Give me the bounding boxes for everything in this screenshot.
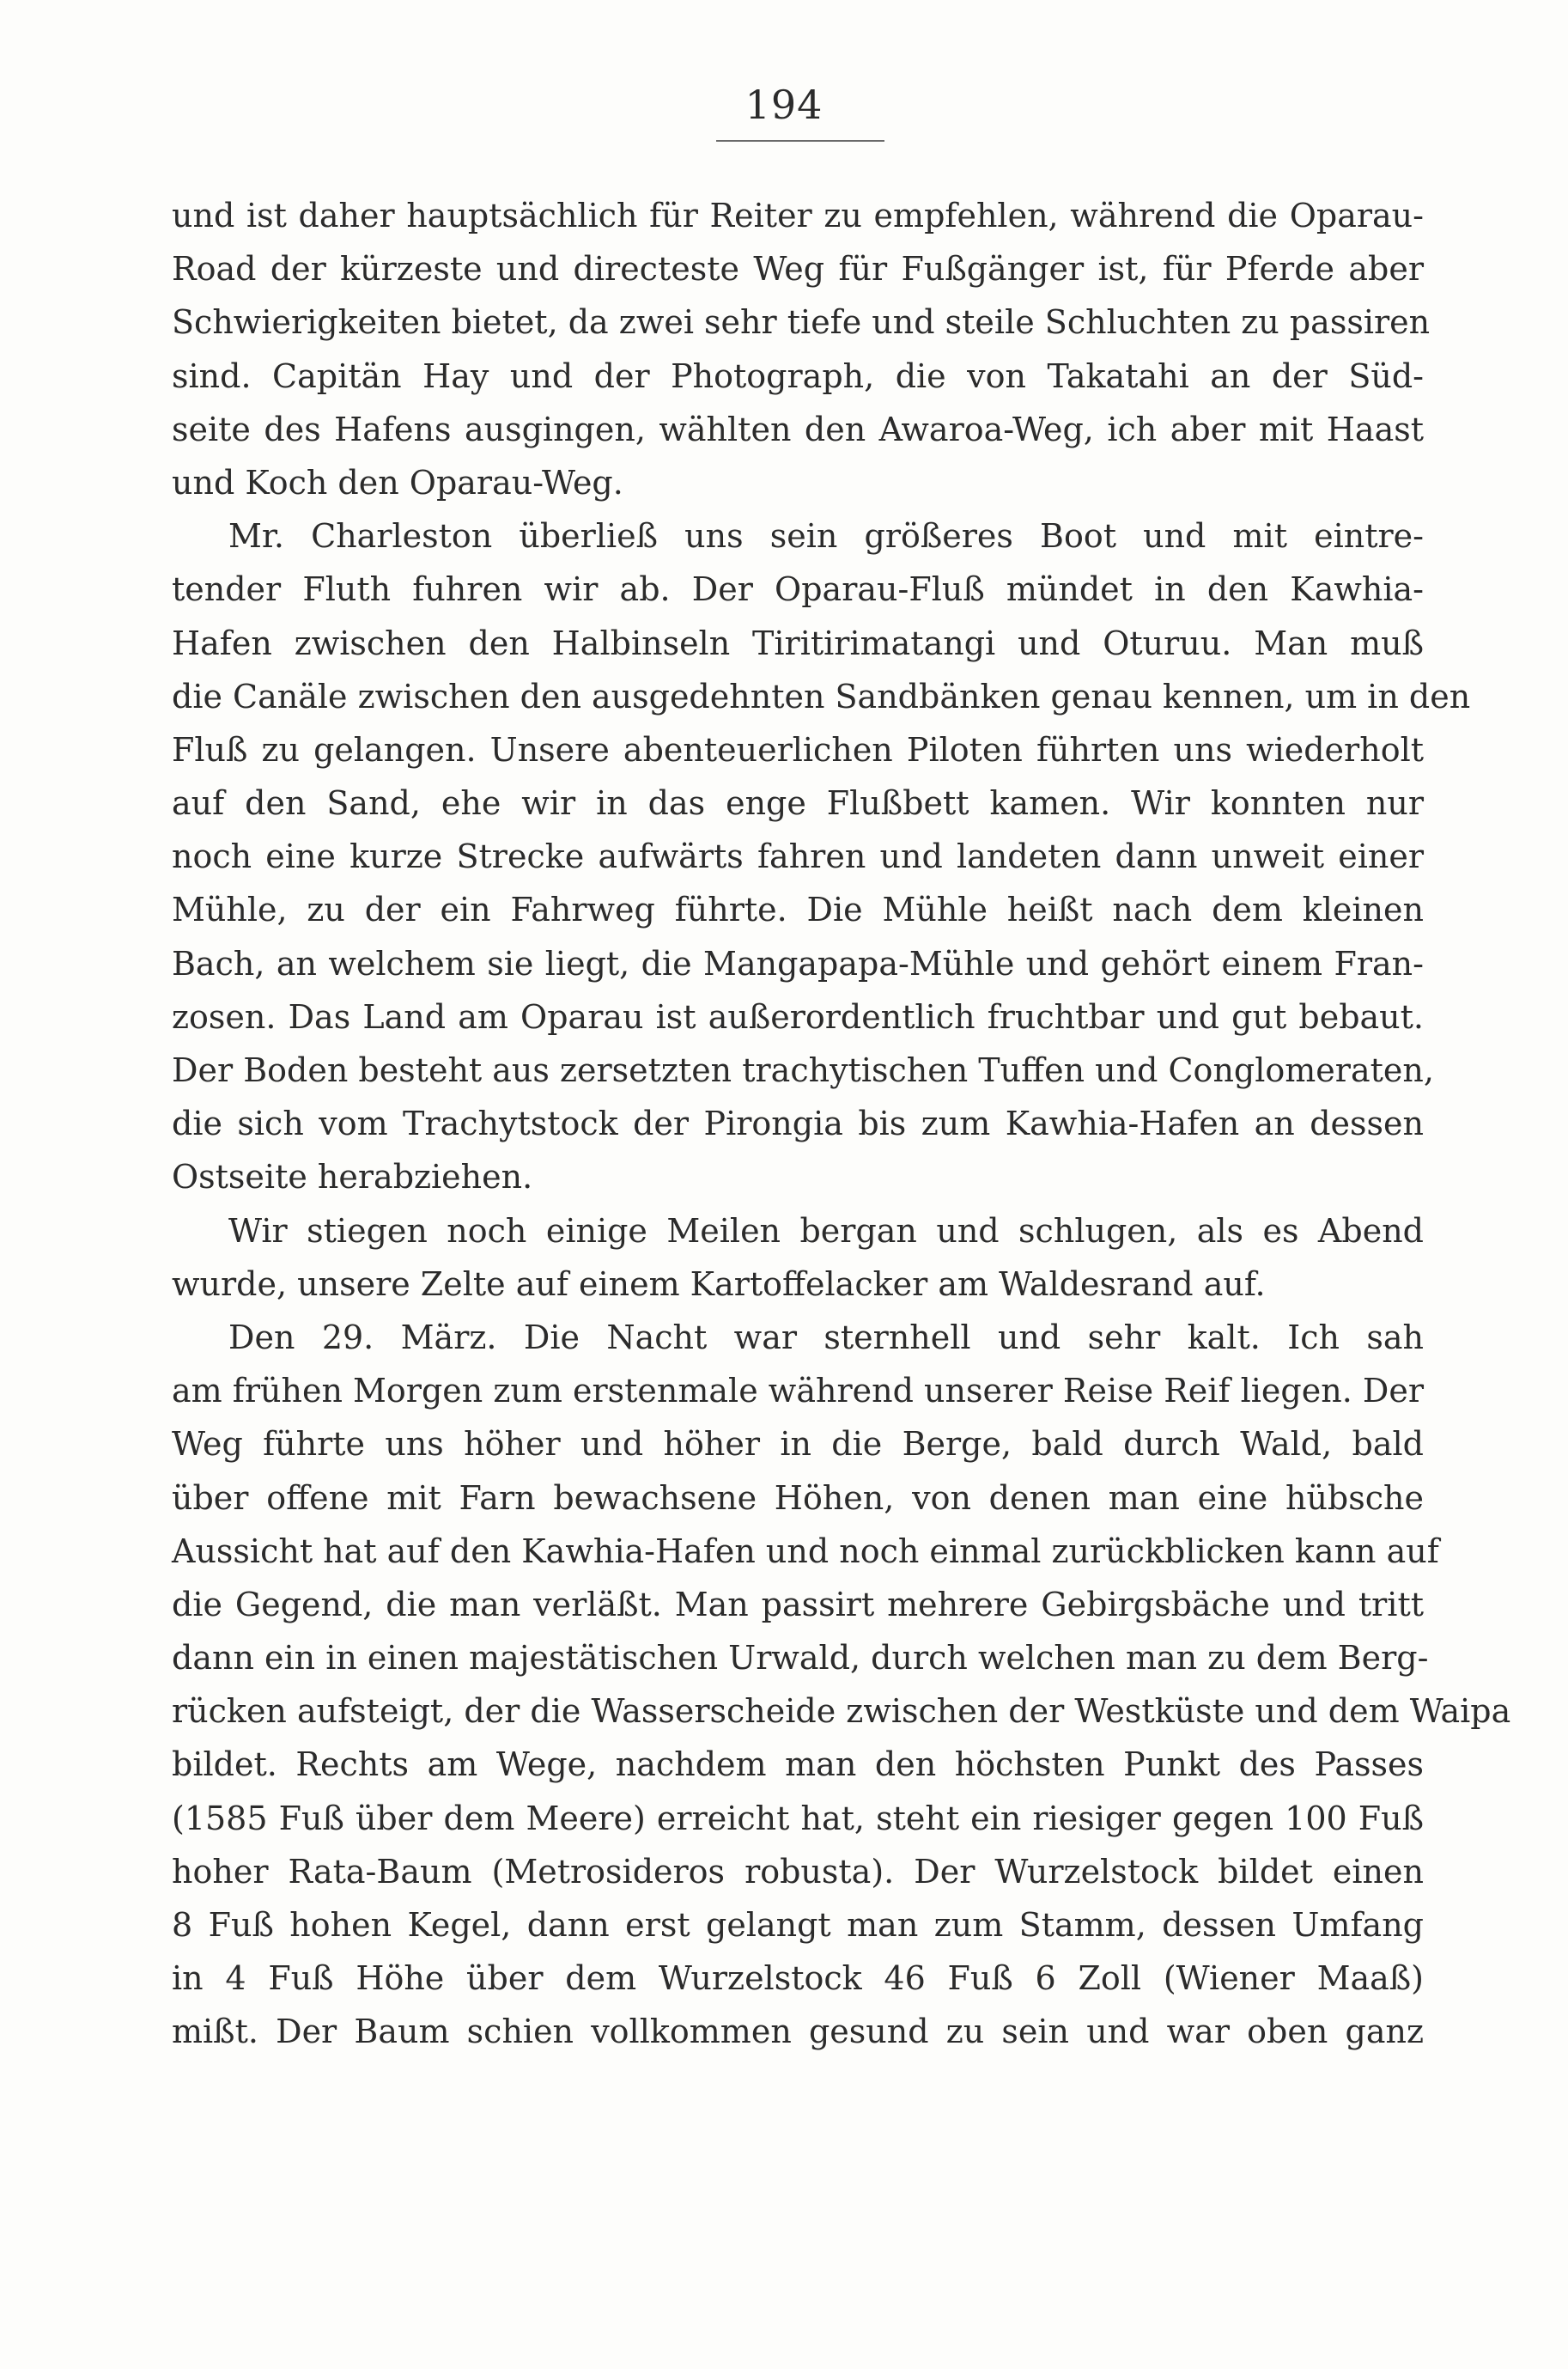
text-line: mißt. Der Baum schien vollkommen gesund zu sein und war oben ganz bbox=[172, 2013, 1424, 2051]
text-line: Fluß zu gelangen. Unsere abenteuerlichen Piloten führten uns wiederholt bbox=[172, 730, 1424, 769]
text-line: Schwierigkeiten bietet, da zwei sehr tiefe und steile Schluchten zu passiren bbox=[172, 303, 1431, 342]
text-line: Weg führte uns höher und höher in die Berge, bald durch Wald, bald bbox=[172, 1425, 1424, 1464]
text-line: tender Fluth fuhren wir ab. Der Oparau-Fluß mündet in den Kawhia- bbox=[172, 570, 1424, 609]
text-line: hoher Rata-Baum (Metrosideros robusta). Der Wurzelstock bildet einen bbox=[172, 1852, 1424, 1891]
text-line: Mühle, zu der ein Fahrweg führte. Die Mühle heißt nach dem kleinen bbox=[172, 891, 1424, 929]
text-line: noch eine kurze Strecke aufwärts fahren und landeten dann unweit einer bbox=[172, 837, 1424, 876]
text-line: die Gegend, die man verläßt. Man passirt mehrere Gebirgsbäche und tritt bbox=[172, 1585, 1424, 1623]
text-line: Aussicht hat auf den Kawhia-Hafen und noch einmal zurückblicken kann auf bbox=[172, 1532, 1439, 1570]
page-number-rule bbox=[716, 140, 884, 142]
text-line: zosen. Das Land am Oparau ist außerordentlich fruchtbar und gut bebaut. bbox=[172, 997, 1424, 1036]
text-line: und ist daher hauptsächlich für Reiter zu empfehlen, während die Oparau- bbox=[172, 197, 1424, 234]
text-line: Bach, an welchem sie liegt, die Mangapapa-Mühle und gehört einem Fran- bbox=[172, 944, 1424, 983]
text-line: auf den Sand, ehe wir in das enge Flußbett kamen. Wir konnten nur bbox=[172, 784, 1424, 823]
page-number: 194 bbox=[744, 82, 824, 128]
text-line: über offene mit Farn bewachsene Höhen, von denen man eine hübsche bbox=[172, 1478, 1424, 1517]
text-line: Mr. Charleston überließ uns sein größeres Boot und mit eintre- bbox=[228, 517, 1424, 556]
text-line: am frühen Morgen zum erstenmale während unserer Reise Reif liegen. Der bbox=[172, 1372, 1424, 1410]
text-line: bildet. Rechts am Wege, nachdem man den höchsten Punkt des Passes bbox=[172, 1745, 1424, 1784]
text-line: in 4 Fuß Höhe über dem Wurzelstock 46 Fuß 6 Zoll (Wiener Maaß) bbox=[172, 1959, 1424, 1998]
text-line: Wir stiegen noch einige Meilen bergan und schlugen, als es Abend bbox=[228, 1211, 1424, 1250]
text-line: Der Boden besteht aus zersetzten trachytischen Tuffen und Conglomeraten, bbox=[172, 1051, 1434, 1089]
text-line: dann ein in einen majestätischen Urwald, durch welchen man zu dem Berg- bbox=[172, 1639, 1429, 1678]
text-line: Hafen zwischen den Halbinseln Tiritirimatangi und Oturuu. Man muß bbox=[172, 624, 1424, 662]
text-line: Den 29. März. Die Nacht war sternhell und sehr kalt. Ich sah bbox=[228, 1318, 1424, 1356]
text-line: rücken aufsteigt, der die Wasserscheide zwischen der Westküste und dem Waipa bbox=[172, 1692, 1511, 1731]
text-line: Ostseite herabziehen. bbox=[172, 1158, 533, 1197]
text-line: (1585 Fuß über dem Meere) erreicht hat, steht ein riesiger gegen 100 Fuß bbox=[172, 1799, 1424, 1837]
text-line: die Canäle zwischen den ausgedehnten Sandbänken genau kennen, um in den bbox=[172, 677, 1471, 716]
text-line: 8 Fuß hohen Kegel, dann erst gelangt man zum Stamm, dessen Umfang bbox=[172, 1906, 1424, 1944]
text-line: die sich vom Trachytstock der Pirongia bis zum Kawhia-Hafen an dessen bbox=[172, 1105, 1424, 1143]
text-line: Road der kürzeste und directeste Weg für Fußgänger ist, für Pferde aber bbox=[172, 250, 1424, 289]
text-line: seite des Hafens ausgingen, wählten den Awaroa-Weg, ich aber mit Haast bbox=[172, 410, 1424, 448]
text-line: wurde, unsere Zelte auf einem Kartoffelacker am Waldesrand auf. bbox=[172, 1264, 1266, 1303]
text-line: sind. Capitän Hay und der Photograph, die von Takatahi an der Süd- bbox=[172, 356, 1424, 395]
body-text bbox=[172, 189, 1511, 2059]
text-line: und Koch den Oparau-Weg. bbox=[172, 463, 623, 502]
